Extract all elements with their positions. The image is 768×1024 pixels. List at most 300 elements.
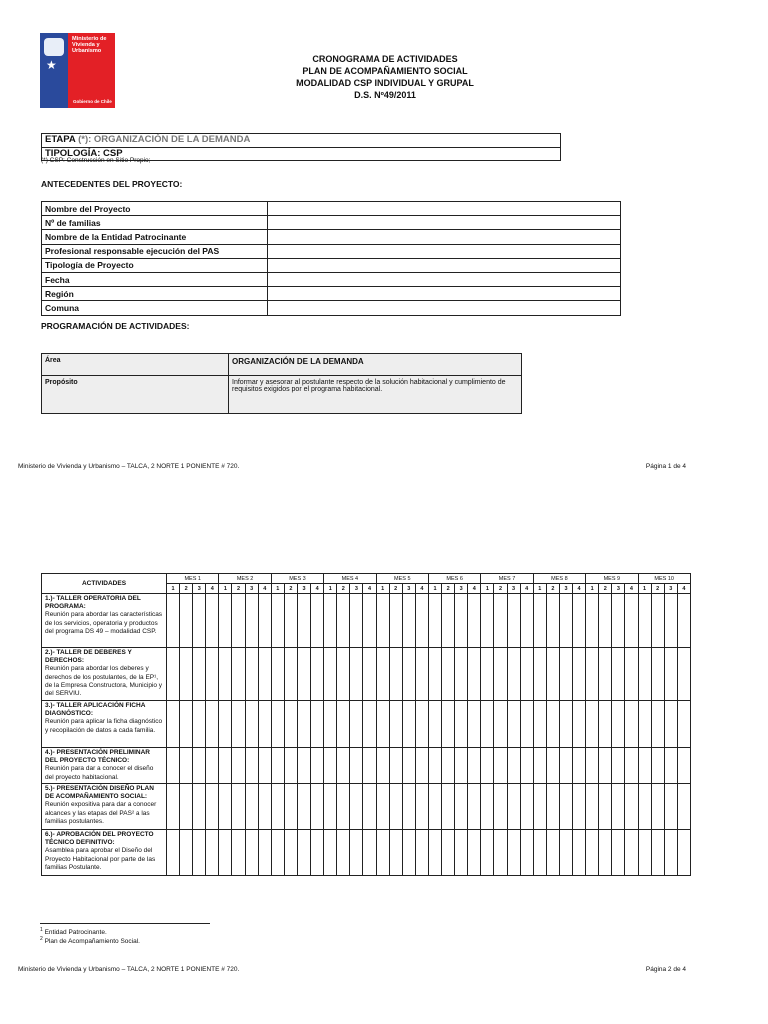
schedule-cell[interactable] <box>573 594 586 648</box>
schedule-cell[interactable] <box>612 701 625 748</box>
schedule-cell[interactable] <box>297 830 310 876</box>
schedule-cell[interactable] <box>455 784 468 830</box>
schedule-cell[interactable] <box>180 748 193 784</box>
responsible-field[interactable] <box>268 244 621 258</box>
schedule-cell[interactable] <box>481 594 494 648</box>
schedule-cell[interactable] <box>428 748 441 784</box>
activities-header: ACTIVIDADES <box>42 574 167 594</box>
schedule-cell[interactable] <box>428 594 441 648</box>
activity-description <box>42 648 167 701</box>
schedule-cell[interactable] <box>389 594 402 648</box>
schedule-cell[interactable] <box>586 784 599 830</box>
schedule-cell[interactable] <box>245 748 258 784</box>
schedule-cell[interactable] <box>167 784 180 830</box>
schedule-cell[interactable] <box>297 701 310 748</box>
schedule-cell[interactable] <box>258 784 271 830</box>
entity-field[interactable] <box>268 230 621 244</box>
schedule-cell[interactable] <box>193 784 206 830</box>
schedule-cell[interactable] <box>363 830 376 876</box>
schedule-cell[interactable] <box>677 701 690 748</box>
schedule-cell[interactable] <box>402 594 415 648</box>
schedule-cell[interactable] <box>625 701 638 748</box>
schedule-cell[interactable] <box>180 648 193 701</box>
activity-body: Reunión para abordar los deberes y derechos de los postulantes, de la EP¹, de la Empresa Constructora, Municipio y del SERVIU. <box>45 665 163 698</box>
table-row <box>42 594 691 648</box>
week-header: 4 <box>415 584 428 594</box>
schedule-cell[interactable] <box>206 648 219 701</box>
week-header: 1 <box>533 584 546 594</box>
week-header: 4 <box>363 584 376 594</box>
schedule-cell[interactable] <box>376 594 389 648</box>
week-header: 1 <box>428 584 441 594</box>
schedule-cell[interactable] <box>468 594 481 648</box>
schedule-cell[interactable] <box>586 748 599 784</box>
schedule-cell[interactable] <box>297 594 310 648</box>
schedule-cell[interactable] <box>271 830 284 876</box>
schedule-cell[interactable] <box>494 830 507 876</box>
schedule-cell[interactable] <box>664 784 677 830</box>
schedule-cell[interactable] <box>337 784 350 830</box>
schedule-cell[interactable] <box>324 830 337 876</box>
schedule-cell[interactable] <box>651 701 664 748</box>
schedule-cell[interactable] <box>442 830 455 876</box>
schedule-cell[interactable] <box>415 784 428 830</box>
week-header: 3 <box>612 584 625 594</box>
schedule-cell[interactable] <box>625 830 638 876</box>
schedule-cell[interactable] <box>442 648 455 701</box>
table-row <box>42 701 691 748</box>
schedule-cell[interactable] <box>219 784 232 830</box>
schedule-cell[interactable] <box>245 701 258 748</box>
schedule-cell[interactable] <box>494 701 507 748</box>
schedule-cell[interactable] <box>206 830 219 876</box>
schedule-cell[interactable] <box>586 830 599 876</box>
schedule-cell[interactable] <box>206 701 219 748</box>
month-header: MES 6 <box>428 574 480 584</box>
schedule-cell[interactable] <box>415 594 428 648</box>
schedule-cell[interactable] <box>546 784 559 830</box>
schedule-cell[interactable] <box>167 701 180 748</box>
schedule-cell[interactable] <box>651 784 664 830</box>
schedule-cell[interactable] <box>376 648 389 701</box>
schedule-cell[interactable] <box>284 594 297 648</box>
schedule-cell[interactable] <box>415 648 428 701</box>
schedule-cell[interactable] <box>324 784 337 830</box>
schedule-cell[interactable] <box>677 830 690 876</box>
schedule-cell[interactable] <box>599 594 612 648</box>
schedule-cell[interactable] <box>376 830 389 876</box>
schedule-cell[interactable] <box>271 701 284 748</box>
schedule-cell[interactable] <box>507 648 520 701</box>
schedule-cell[interactable] <box>311 648 324 701</box>
week-header: 4 <box>468 584 481 594</box>
schedule-cell[interactable] <box>258 748 271 784</box>
schedule-cell[interactable] <box>507 701 520 748</box>
schedule-cell[interactable] <box>337 701 350 748</box>
project-name-field[interactable] <box>268 202 621 216</box>
week-header: 4 <box>520 584 533 594</box>
week-header: 2 <box>599 584 612 594</box>
month-header: MES 5 <box>376 574 428 584</box>
schedule-cell[interactable] <box>271 784 284 830</box>
table-row: Nombre de la Entidad Patrocinante <box>42 230 621 244</box>
schedule-cell[interactable] <box>284 701 297 748</box>
schedule-cell[interactable] <box>363 648 376 701</box>
activity-description <box>42 594 167 648</box>
schedule-cell[interactable] <box>363 701 376 748</box>
schedule-cell[interactable] <box>664 830 677 876</box>
schedule-cell[interactable] <box>638 648 651 701</box>
schedule-cell[interactable] <box>586 701 599 748</box>
schedule-cell[interactable] <box>573 648 586 701</box>
schedule-cell[interactable] <box>520 784 533 830</box>
schedule-cell[interactable] <box>559 701 572 748</box>
schedule-cell[interactable] <box>520 701 533 748</box>
schedule-cell[interactable] <box>494 648 507 701</box>
schedule-cell[interactable] <box>638 594 651 648</box>
schedule-cell[interactable] <box>206 594 219 648</box>
schedule-cell[interactable] <box>573 748 586 784</box>
schedule-cell[interactable] <box>442 594 455 648</box>
schedule-cell[interactable] <box>389 748 402 784</box>
footnote: $^1$ Entidad Patrocinante. <box>40 927 107 937</box>
schedule-cell[interactable] <box>664 648 677 701</box>
schedule-cell[interactable] <box>612 748 625 784</box>
schedule-cell[interactable] <box>468 701 481 748</box>
schedule-cell[interactable] <box>180 594 193 648</box>
schedule-cell[interactable] <box>311 748 324 784</box>
schedule-cell[interactable] <box>219 594 232 648</box>
schedule-cell[interactable] <box>573 701 586 748</box>
schedule-cell[interactable] <box>533 748 546 784</box>
schedule-cell[interactable] <box>520 594 533 648</box>
schedule-cell[interactable] <box>651 830 664 876</box>
schedule-cell[interactable] <box>389 784 402 830</box>
schedule-cell[interactable] <box>559 784 572 830</box>
schedule-cell[interactable] <box>297 748 310 784</box>
activity-body: Asamblea para aprobar el Diseño del Proyecto Habitacional por parte de las familias Postulante. <box>45 847 156 871</box>
week-header: 1 <box>586 584 599 594</box>
schedule-cell[interactable] <box>507 748 520 784</box>
schedule-cell[interactable] <box>494 748 507 784</box>
schedule-cell[interactable] <box>219 648 232 701</box>
schedule-cell[interactable] <box>612 784 625 830</box>
week-header: 2 <box>232 584 245 594</box>
schedule-cell[interactable] <box>258 648 271 701</box>
week-header: 1 <box>167 584 180 594</box>
schedule-cell[interactable] <box>193 748 206 784</box>
star-icon: ★ <box>46 58 57 72</box>
schedule-cell[interactable] <box>677 748 690 784</box>
region-field[interactable] <box>268 287 621 301</box>
schedule-cell[interactable] <box>520 830 533 876</box>
schedule-cell[interactable] <box>559 594 572 648</box>
schedule-cell[interactable] <box>337 830 350 876</box>
schedule-cell[interactable] <box>193 648 206 701</box>
footnote: $^2$ Plan de Acompañamiento Social. <box>40 936 140 946</box>
schedule-cell[interactable] <box>180 701 193 748</box>
schedule-cell[interactable] <box>271 594 284 648</box>
schedule-cell[interactable] <box>402 784 415 830</box>
schedule-cell[interactable] <box>167 830 180 876</box>
activity-description <box>42 830 167 876</box>
table-row: Propósito Informar y asesorar al postulante respecto de la solución habitacional y cumplimiento de requisitos exigidos por el programa habitacional. <box>42 376 522 414</box>
schedule-cell[interactable] <box>324 748 337 784</box>
schedule-cell[interactable] <box>402 701 415 748</box>
activity-title: 4.)- PRESENTACIÓN PRELIMINAR DEL PROYECTO TÉCNICO: <box>45 749 150 765</box>
schedule-cell[interactable] <box>376 784 389 830</box>
schedule-cell[interactable] <box>206 784 219 830</box>
schedule-cell[interactable] <box>206 748 219 784</box>
schedule-cell[interactable] <box>389 648 402 701</box>
schedule-cell[interactable] <box>481 648 494 701</box>
schedule-cell[interactable] <box>546 701 559 748</box>
schedule-cell[interactable] <box>546 748 559 784</box>
schedule-cell[interactable] <box>455 830 468 876</box>
schedule-cell[interactable] <box>507 784 520 830</box>
schedule-cell[interactable] <box>507 594 520 648</box>
schedule-cell[interactable] <box>442 701 455 748</box>
schedule-cell[interactable] <box>442 784 455 830</box>
schedule-cell[interactable] <box>167 594 180 648</box>
schedule-cell[interactable] <box>573 830 586 876</box>
schedule-cell[interactable] <box>337 748 350 784</box>
table-row: Nº de familias <box>42 216 621 230</box>
schedule-cell[interactable] <box>546 648 559 701</box>
schedule-cell[interactable] <box>455 701 468 748</box>
schedule-cell[interactable] <box>599 648 612 701</box>
schedule-cell[interactable] <box>376 748 389 784</box>
comuna-field[interactable] <box>268 301 621 315</box>
activity-description <box>42 701 167 748</box>
schedule-cell[interactable] <box>271 648 284 701</box>
schedule-cell[interactable] <box>638 748 651 784</box>
schedule-cell[interactable] <box>455 748 468 784</box>
week-header: 4 <box>677 584 690 594</box>
schedule-cell[interactable] <box>232 594 245 648</box>
project-table <box>41 201 621 316</box>
footer-address: Ministerio de Vivienda y Urbanismo – TALCA, 2 NORTE 1 PONIENTE # 720. <box>18 966 240 973</box>
schedule-cell[interactable] <box>468 648 481 701</box>
schedule-cell[interactable] <box>219 748 232 784</box>
schedule-cell[interactable] <box>599 830 612 876</box>
schedule-cell[interactable] <box>664 748 677 784</box>
schedule-cell[interactable] <box>625 784 638 830</box>
schedule-cell[interactable] <box>350 748 363 784</box>
page-number: Página 1 de 4 <box>645 463 686 470</box>
schedule-cell[interactable] <box>193 830 206 876</box>
schedule-cell[interactable] <box>625 748 638 784</box>
schedule-cell[interactable] <box>507 830 520 876</box>
schedule-cell[interactable] <box>167 748 180 784</box>
week-header: 3 <box>402 584 415 594</box>
schedule-cell[interactable] <box>232 701 245 748</box>
schedule-cell[interactable] <box>625 594 638 648</box>
week-header: 2 <box>494 584 507 594</box>
schedule-cell[interactable] <box>402 748 415 784</box>
schedule-cell[interactable] <box>258 830 271 876</box>
schedule-cell[interactable] <box>350 701 363 748</box>
schedule-cell[interactable] <box>311 701 324 748</box>
schedule-cell[interactable] <box>677 784 690 830</box>
schedule-cell[interactable] <box>284 830 297 876</box>
schedule-cell[interactable] <box>651 748 664 784</box>
schedule-cell[interactable] <box>363 594 376 648</box>
week-header: 3 <box>507 584 520 594</box>
schedule-cell[interactable] <box>586 648 599 701</box>
schedule-cell[interactable] <box>415 748 428 784</box>
schedule-cell[interactable] <box>284 748 297 784</box>
schedule-cell[interactable] <box>415 830 428 876</box>
schedule-cell[interactable] <box>180 830 193 876</box>
schedule-cell[interactable] <box>677 594 690 648</box>
schedule-cell[interactable] <box>219 701 232 748</box>
schedule-cell[interactable] <box>533 648 546 701</box>
schedule-cell[interactable] <box>428 648 441 701</box>
schedule-cell[interactable] <box>337 594 350 648</box>
schedule-cell[interactable] <box>468 830 481 876</box>
schedule-cell[interactable] <box>167 648 180 701</box>
schedule-cell[interactable] <box>297 784 310 830</box>
schedule-cell[interactable] <box>586 594 599 648</box>
schedule-cell[interactable] <box>232 784 245 830</box>
schedule-cell[interactable] <box>284 784 297 830</box>
schedule-cell[interactable] <box>481 701 494 748</box>
schedule-cell[interactable] <box>245 784 258 830</box>
schedule-cell[interactable] <box>363 748 376 784</box>
schedule-cell[interactable] <box>232 748 245 784</box>
schedule-cell[interactable] <box>651 594 664 648</box>
schedule-cell[interactable] <box>284 648 297 701</box>
schedule-cell[interactable] <box>455 648 468 701</box>
schedule-cell[interactable] <box>376 701 389 748</box>
schedule-cell[interactable] <box>350 830 363 876</box>
schedule-cell[interactable] <box>245 648 258 701</box>
schedule-cell[interactable] <box>258 701 271 748</box>
schedule-cell[interactable] <box>324 701 337 748</box>
schedule-cell[interactable] <box>481 830 494 876</box>
schedule-cell[interactable] <box>533 701 546 748</box>
schedule-cell[interactable] <box>245 830 258 876</box>
date-field[interactable] <box>268 272 621 286</box>
schedule-cell[interactable] <box>625 648 638 701</box>
schedule-cell[interactable] <box>324 594 337 648</box>
schedule-cell[interactable] <box>494 784 507 830</box>
schedule-cell[interactable] <box>612 594 625 648</box>
schedule-cell[interactable] <box>494 594 507 648</box>
schedule-cell[interactable] <box>599 701 612 748</box>
schedule-cell[interactable] <box>481 748 494 784</box>
families-field[interactable] <box>268 216 621 230</box>
table-row: Tipología de Proyecto <box>42 258 621 272</box>
schedule-cell[interactable] <box>638 784 651 830</box>
schedule-cell[interactable] <box>428 701 441 748</box>
typology-field[interactable] <box>268 258 621 272</box>
schedule-cell[interactable] <box>193 701 206 748</box>
schedule-cell[interactable] <box>481 784 494 830</box>
schedule-cell[interactable] <box>271 748 284 784</box>
week-header: 3 <box>297 584 310 594</box>
schedule-cell[interactable] <box>455 594 468 648</box>
schedule-cell[interactable] <box>651 648 664 701</box>
schedule-cell[interactable] <box>573 784 586 830</box>
week-header: 4 <box>573 584 586 594</box>
week-header: 2 <box>337 584 350 594</box>
week-header: 3 <box>455 584 468 594</box>
schedule-cell[interactable] <box>559 748 572 784</box>
schedule-cell[interactable] <box>297 648 310 701</box>
schedule-cell[interactable] <box>232 648 245 701</box>
schedule-cell[interactable] <box>311 594 324 648</box>
schedule-cell[interactable] <box>546 830 559 876</box>
schedule-cell[interactable] <box>415 701 428 748</box>
schedule-cell[interactable] <box>442 748 455 784</box>
schedule-cell[interactable] <box>402 648 415 701</box>
table-row <box>42 784 691 830</box>
schedule-cell[interactable] <box>533 784 546 830</box>
month-header: MES 9 <box>586 574 638 584</box>
schedule-cell[interactable] <box>612 830 625 876</box>
schedule-cell[interactable] <box>533 830 546 876</box>
schedule-cell[interactable] <box>219 830 232 876</box>
activity-title: 1.)- TALLER OPERATORIA DEL PROGRAMA: <box>45 595 141 611</box>
week-header: 1 <box>324 584 337 594</box>
schedule-cell[interactable] <box>350 784 363 830</box>
schedule-cell[interactable] <box>664 594 677 648</box>
schedule-cell[interactable] <box>311 784 324 830</box>
schedule-cell[interactable] <box>180 784 193 830</box>
schedule-cell[interactable] <box>520 748 533 784</box>
schedule-cell[interactable] <box>337 648 350 701</box>
schedule-cell[interactable] <box>546 594 559 648</box>
table-row <box>42 830 691 876</box>
schedule-cell[interactable] <box>245 594 258 648</box>
schedule-cell[interactable] <box>389 701 402 748</box>
schedule-cell[interactable] <box>402 830 415 876</box>
schedule-cell[interactable] <box>350 594 363 648</box>
activity-title: 5.)- PRESENTACIÓN DISEÑO PLAN DE ACOMPAÑAMIENTO SOCIAL: <box>45 785 154 801</box>
schedule-cell[interactable] <box>363 784 376 830</box>
tipologia-row: TIPOLOGÍA: CSP <box>42 147 560 160</box>
schedule-cell[interactable] <box>612 648 625 701</box>
schedule-cell[interactable] <box>193 594 206 648</box>
schedule-cell[interactable] <box>428 830 441 876</box>
schedule-cell[interactable] <box>428 784 441 830</box>
schedule-cell[interactable] <box>559 830 572 876</box>
schedule-cell[interactable] <box>599 784 612 830</box>
schedule-cell[interactable] <box>520 648 533 701</box>
schedule-cell[interactable] <box>350 648 363 701</box>
schedule-cell[interactable] <box>533 594 546 648</box>
activity-body: Reunión expositiva para dar a conocer alcances y las etapas del PAS² a las familias postulantes. <box>45 801 157 825</box>
schedule-cell[interactable] <box>232 830 245 876</box>
schedule-cell[interactable] <box>468 784 481 830</box>
schedule-cell[interactable] <box>324 648 337 701</box>
schedule-cell[interactable] <box>468 748 481 784</box>
week-header: 2 <box>442 584 455 594</box>
schedule-cell[interactable] <box>311 830 324 876</box>
schedule-cell[interactable] <box>389 830 402 876</box>
schedule-cell[interactable] <box>638 830 651 876</box>
table-row <box>42 648 691 701</box>
schedule-cell[interactable] <box>559 648 572 701</box>
activity-title: 2.)- TALLER DE DEBERES Y DERECHOS: <box>45 649 132 665</box>
schedule-cell[interactable] <box>664 701 677 748</box>
schedule-cell[interactable] <box>638 701 651 748</box>
schedule-cell[interactable] <box>599 748 612 784</box>
schedule-cell[interactable] <box>677 648 690 701</box>
schedule-cell[interactable] <box>258 594 271 648</box>
